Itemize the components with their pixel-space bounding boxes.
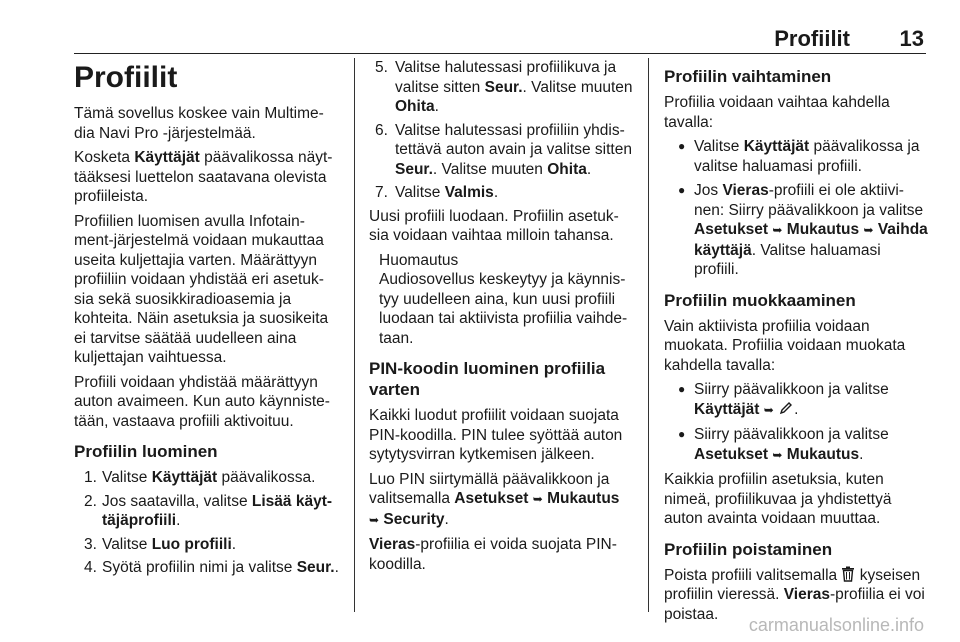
heading-create-profile: Profiilin luominen [74,442,218,461]
column-1 [74,58,344,582]
edit-paragraph: Vain aktiivista profiilia voidaan muokata. Profiilia voidaan muokata kahdella tavalla: [664,317,906,374]
trash-icon [841,566,855,582]
column-divider-2 [648,58,649,612]
pin-paragraph-1: Kaikki luodut profiilit voidaan suojata PIN-koodilla. PIN tulee syöttää auton sytytysvirran kytkemisen jälkeen. [369,407,623,463]
profiles-paragraph: Profiilien luomisen avulla Infotain- ment-järjestelmä voidaan mukauttaa useita kuljettajia varten. Määrättyyn profiiliin voidaan yhdistää eri asetuk- sia sekä suosikkiradioasemia ja kohteita. Näin asetuksia ja suosikeita ei tarvitse säätää uudelleen aina kuljettajan vaihtuessa. [74,212,329,366]
arrow-right-icon: ➥ [532,492,543,506]
delete-paragraph: Poista profiili valitsemalla kyseisen profiilin vieressä. Vieras-profiilia ei voi poistaa. [664,566,925,623]
menu-ref-users: Käyttäjät [134,149,200,166]
step-2: 2. Jos saatavilla, valitse Lisää käyt- täjäprofiili. [84,492,333,529]
bullet-icon: ● [678,382,686,396]
header-rule [74,53,926,54]
header-title: Profiilit [774,26,850,51]
arrow-right-icon: ➥ [772,223,783,237]
arrow-right-icon: ➥ [369,512,380,527]
note-text: Audiosovellus keskeytyy ja käynnis- tyy uudelleen aina, kun uusi profiili luodaan tai aktiivista profiilia vaihde- taan. [379,271,628,347]
step-6: 6. Valitse halutessasi profiiliin yhdis- tettävä auton avain ja valitse sitten Seur.. Valitse muuten Ohita. [375,121,632,178]
heading-pin: PIN-koodin luominen profiilia varten [369,359,606,399]
step-5: 5. Valitse halutessasi profiilikuva ja valitse sitten Seur.. Valitse muuten Ohita. [375,59,633,115]
arrow-right-icon: ➥ [763,402,774,417]
column-divider-1 [354,58,355,612]
edit-paragraph-2: Kaikkia profiilin asetuksia, kuten nimeä, profiilikuvaa ja yhdistettyä auton avainta voidaan muuttaa. [664,471,892,527]
edit-bullet-1: ● Siirry päävalikkoon ja valitse Käyttäjät ➥ . [678,380,928,420]
users-paragraph: Kosketa Käyttäjät päävalikossa näyt- tääksesi luettelon saatavana olevista profiileista. [74,149,333,205]
bullet-icon: ● [678,139,686,153]
note-title: Huomautus [379,251,459,269]
heading-switch-profile: Profiilin vaihtaminen [664,67,832,86]
switch-bullet-2: ● Jos Vieras-profiili ei ole aktiivi- nen: Siirry päävalikkoon ja valitse Asetukset ➥ Mukautus ➥ Vaihda käyttäjä. Valitse haluamasi profiili. [678,182,928,278]
pin-paragraph-2: Luo PIN siirtymällä päävalikkoon ja valitsemalla Asetukset ➥ Mukautus ➥ Security. [369,470,620,528]
bullet-icon: ● [678,183,686,197]
switch-paragraph: Profiilia voidaan vaihtaa kahdella tavalla: [664,94,890,131]
pin-paragraph-3: Vieras-profiilia ei voida suojata PIN- koodilla. [369,536,617,573]
edit-bullet-2: ● Siirry päävalikkoon ja valitse Asetukset ➥ Mukautus. [678,425,928,465]
bullet-icon: ● [678,427,686,441]
pencil-icon [778,400,794,416]
step-7: 7. Valitse Valmis. [375,184,499,201]
page-number: 13 [899,26,924,51]
page-title: Profiilit [74,61,178,94]
step-1: 1. Valitse Käyttäjät päävalikossa. [84,469,316,486]
profile-created-paragraph: Uusi profiili luodaan. Profiilin asetuk- sia voidaan vaihtaa milloin tahansa. [369,207,619,244]
heading-edit-profile: Profiilin muokkaaminen [664,290,856,310]
page-header [0,26,960,56]
arrow-right-icon: ➥ [772,447,783,462]
switch-bullet-1: ● Valitse Käyttäjät päävalikossa ja valitse haluamasi profiili. [678,138,920,175]
key-paragraph: Profiili voidaan yhdistää määrättyyn auton avaimeen. Kun auto käynniste- tään, vastaava profiili aktivoituu. [74,373,330,430]
arrow-right-icon: ➥ [863,223,874,237]
watermark: carmanualsonline.info [748,615,924,635]
column-2 [369,58,633,579]
step-4: 4. Syötä profiilin nimi ja valitse Seur.. [84,559,339,576]
column-3 [664,58,928,629]
intro-paragraph: Tämä sovellus koskee vain Multime- dia Navi Pro -järjestelmää. [74,105,324,142]
heading-delete-profile: Profiilin poistaminen [664,539,833,559]
note-box [379,251,633,349]
step-3: 3. Valitse Luo profiili. [84,535,237,553]
